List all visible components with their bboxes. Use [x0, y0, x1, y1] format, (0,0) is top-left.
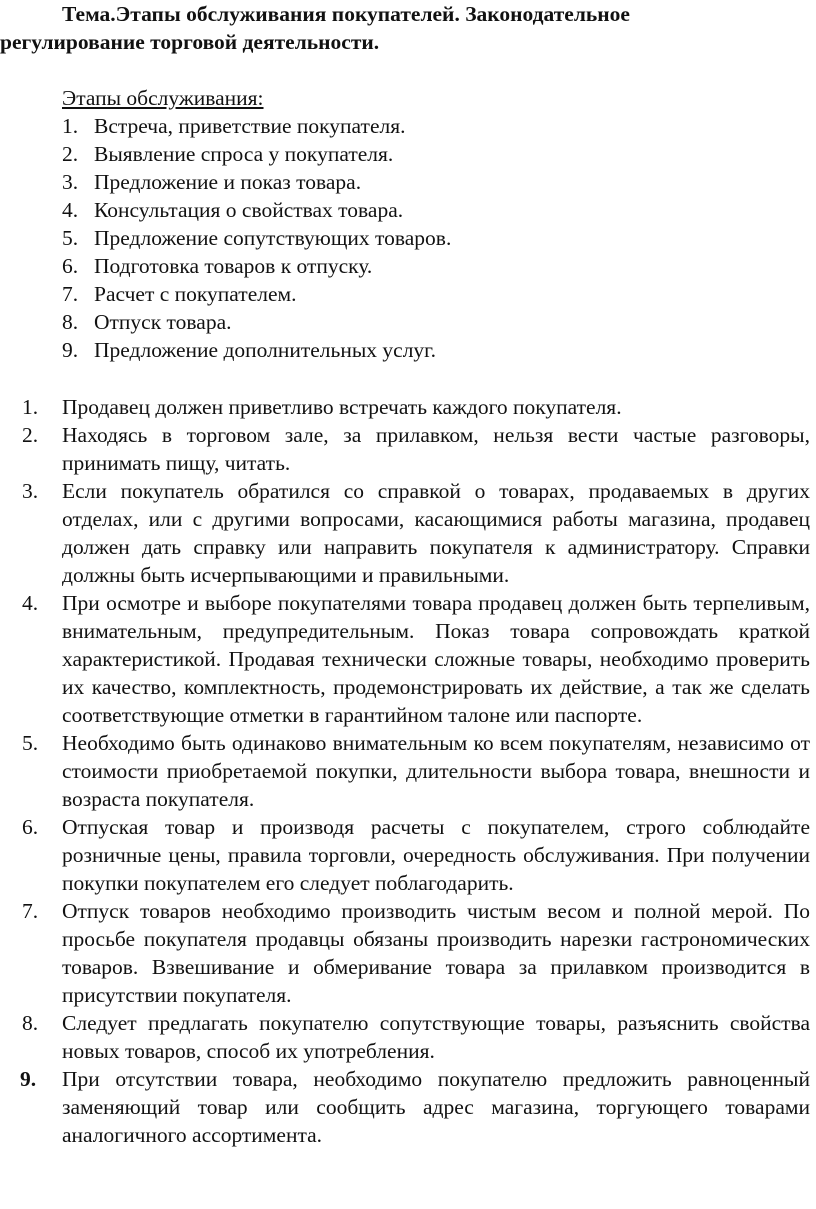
rule-number: 9. [20, 1067, 37, 1091]
list-text: Предложение дополнительных услуг. [94, 338, 436, 362]
list-item [0, 308, 810, 336]
rule-number: 2. [22, 423, 39, 447]
rule-number: 1. [22, 395, 39, 419]
rule-text: Если покупатель обратился со справкой о товарах, продаваемых в других отделах, или с другими вопросами, касающимися работы магазина, продавец должен дать справку или направить покупателя к администратору. Справки должны быть исчерпывающими и правильными. [62, 479, 810, 587]
rule-text: При отсутствии товара, необходимо покупателю предложить равноценный заменяющий товар или сообщить адрес магазина, торгующего товарами аналогичного ассортимента. [62, 1067, 810, 1147]
list-number: 6. [62, 254, 79, 278]
list-text: Выявление спроса у покупателя. [94, 142, 394, 166]
list-number: 9. [62, 338, 79, 362]
list-number: 5. [62, 226, 79, 250]
title-line-2: регулирование торговой деятельности. [0, 30, 380, 54]
list-text: Подготовка товаров к отпуску. [94, 254, 373, 278]
list-number: 2. [62, 142, 79, 166]
rule-number: 5. [22, 731, 39, 755]
rule-text: Следует предлагать покупателю сопутствующие товары, разъяснить свойства новых товаров, способ их употребления. [62, 1011, 810, 1063]
rule-item [0, 589, 810, 729]
rule-text: Необходимо быть одинаково внимательным ко всем покупателям, независимо от стоимости приобретаемой покупки, длительности выбора товара, внешности и возраста покупателя. [62, 731, 810, 811]
rule-item [0, 393, 810, 421]
list-text: Консультация о свойствах товара. [94, 198, 404, 222]
rule-text: При осмотре и выборе покупателями товара продавец должен быть терпеливым, внимательным, предупредительным. Показ товара сопровождать краткой характеристикой. Продавая технически сложные товары, необходимо проверить их качество, комплектность, продемонстрировать их действие, а так же сделать соответствующие отметки в гарантийном талоне или паспорте. [62, 591, 810, 727]
stages-heading: Этапы обслуживания: [62, 86, 264, 110]
list-text: Предложение сопутствующих товаров. [94, 226, 452, 250]
rule-number: 8. [22, 1011, 39, 1035]
list-number: 4. [62, 198, 79, 222]
list-text: Отпуск товара. [94, 310, 232, 334]
rule-item [0, 477, 810, 589]
list-number: 7. [62, 282, 79, 306]
list-number: 3. [62, 170, 79, 194]
rule-item [0, 897, 810, 1009]
service-rules-section [0, 393, 810, 1149]
list-item [0, 224, 810, 252]
service-stages-section [0, 84, 810, 364]
list-item [0, 112, 810, 140]
list-number: 8. [62, 310, 79, 334]
list-item [0, 168, 810, 196]
rule-text: Находясь в торговом зале, за прилавком, нельзя вести частые разговоры, принимать пищу, читать. [62, 423, 810, 475]
rule-number: 7. [22, 899, 39, 923]
list-item [0, 140, 810, 168]
list-text: Расчет с покупателем. [94, 282, 297, 306]
title-line-1: Тема.Этапы обслуживания покупателей. Законодательное [62, 2, 630, 26]
list-text: Встреча, приветствие покупателя. [94, 114, 406, 138]
list-number: 1. [62, 114, 79, 138]
rule-text: Продавец должен приветливо встречать каждого покупателя. [62, 395, 622, 419]
rule-item [0, 729, 810, 813]
rule-text: Отпуск товаров необходимо производить чистым весом и полной мерой. По просьбе покупателя продавцы обязаны производить нарезки гастрономических товаров. Взвешивание и обмеривание товара за прилавком производится в присутствии покупателя. [62, 899, 810, 1007]
list-item [0, 196, 810, 224]
rule-number: 3. [22, 479, 39, 503]
rule-item [0, 1065, 810, 1149]
list-item [0, 336, 810, 364]
list-item [0, 252, 810, 280]
list-text: Предложение и показ товара. [94, 170, 362, 194]
rule-item [0, 421, 810, 477]
rule-item [0, 813, 810, 897]
document-title [0, 0, 810, 56]
rule-text: Отпуская товар и производя расчеты с покупателем, строго соблюдайте розничные цены, правила торговли, очередность обслуживания. При получении покупки покупателем его следует поблагодарить. [62, 815, 810, 895]
list-item [0, 280, 810, 308]
rule-number: 4. [22, 591, 39, 615]
rule-item [0, 1009, 810, 1065]
rule-number: 6. [22, 815, 39, 839]
